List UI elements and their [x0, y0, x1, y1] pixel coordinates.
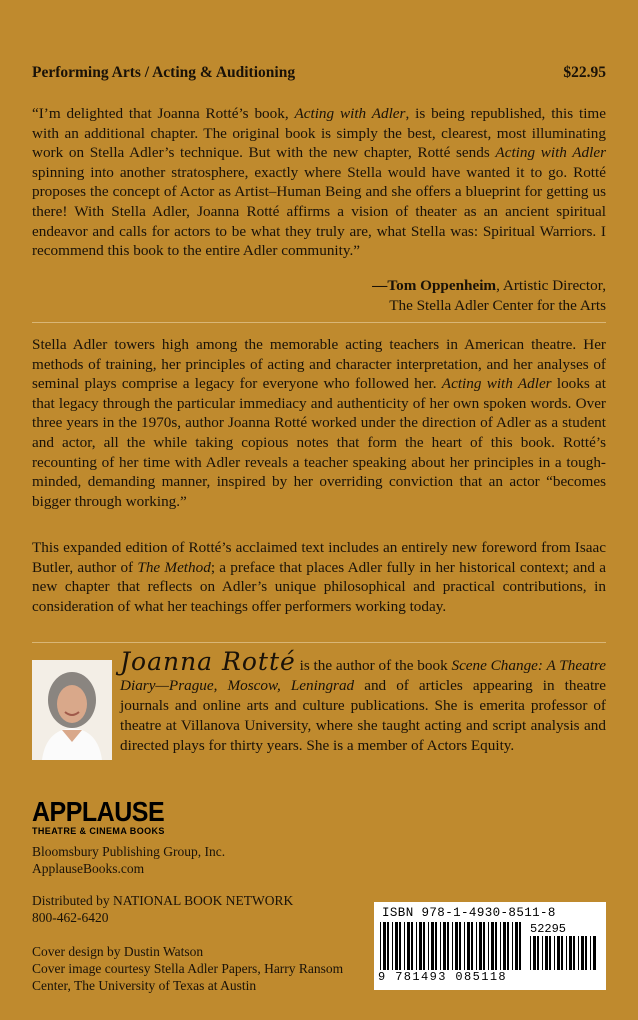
quote-book-title: Acting with Adler — [495, 144, 607, 162]
barcode-bar — [380, 922, 381, 970]
endorsement-attribution — [372, 276, 606, 315]
barcode-bar — [581, 936, 584, 970]
distributor-phone: 800-462-6420 — [32, 910, 109, 925]
barcode-digits: 9 781493 085118 — [378, 970, 508, 984]
barcode-bar — [530, 936, 531, 970]
barcode-bar — [440, 922, 441, 970]
description-text: This expanded edition of Rotté’s acclaimed text includes an entirely new foreword from Isaac Butler, author of — [32, 539, 606, 576]
distributor-info — [32, 892, 293, 926]
barcode-bar — [573, 936, 575, 970]
barcode-bar — [423, 922, 425, 970]
barcode-bar — [519, 922, 521, 970]
header-bar — [32, 64, 606, 82]
description-text: ; a preface that places Adler fully in her historical context; and a new chapter that reflects on Adler’s unique philosophical and practical contributions, in consideration of what her teachings offer performers working today. — [32, 558, 606, 615]
barcode-bar — [455, 922, 458, 970]
quote-book-title: Acting with Adler — [294, 105, 406, 122]
barcode-bar — [383, 922, 386, 970]
barcode-bar — [569, 936, 572, 970]
barcode-bar — [549, 936, 551, 970]
author-photo — [32, 660, 112, 760]
description-text: Stella Adler towers high among the memorable acting teachers in American theatre. Her methods of training, her principles of acting and character interpretation, and her analyses of seminal plays comprise a legacy for everyone who followed her. — [32, 336, 606, 393]
isbn-text: ISBN 978-1-4930-8511-8 — [382, 906, 556, 920]
author-bio — [120, 647, 606, 756]
barcode-bar — [404, 922, 405, 970]
barcode-bar — [407, 922, 410, 970]
barcode-bar — [533, 936, 536, 970]
book-title: The Method — [137, 558, 211, 576]
logo-sub: THEATRE & CINEMA BOOKS — [32, 826, 165, 836]
description-paragraph-2 — [32, 538, 606, 616]
divider — [32, 322, 606, 323]
barcode-bar — [488, 922, 489, 970]
barcode-bar — [464, 922, 465, 970]
barcode-bar — [479, 922, 482, 970]
publisher-website: ApplauseBooks.com — [32, 861, 145, 876]
barcode-bar — [491, 922, 494, 970]
barcode-bar — [428, 922, 429, 970]
publisher-group: Bloomsbury Publishing Group, Inc. — [32, 844, 226, 859]
barcode-bar — [483, 922, 485, 970]
barcode-bar — [590, 936, 591, 970]
barcode-bar — [431, 922, 434, 970]
category-label: Performing Arts / Acting & Auditioning — [32, 64, 296, 81]
barcode-bar — [399, 922, 401, 970]
book-title: Acting with Adler — [441, 375, 552, 393]
quote-text: spinning into another stratosphere, exactly where Stella would have wanted it to go. Rotté proposes the concept of Actor as Artist–Human Being and she offers a blueprint for getting us there! With Stella Adler, Joanna Rotté affirms a vision of theater as an ancient spiritual endeavor and calls for actors to be what they truly are, what Stella was: Spiritual Warriors. I recommend this book to the entire Adler community.” — [32, 163, 606, 260]
barcode-bar — [392, 922, 393, 970]
barcode-bar — [443, 922, 446, 970]
barcode-bar — [495, 922, 497, 970]
barcode-bar — [515, 922, 518, 970]
barcode-bar — [507, 922, 509, 970]
barcode-bar — [503, 922, 506, 970]
barcode-bar — [447, 922, 449, 970]
barcode-bar — [545, 936, 548, 970]
quote-text: “I’m delighted that Joanna Rotté’s book, — [32, 105, 295, 122]
cover-credits — [32, 943, 372, 994]
description-paragraph-1 — [32, 335, 606, 511]
bio-text: is the author of the book — [295, 657, 452, 674]
divider — [32, 642, 606, 643]
barcode-bar — [537, 936, 539, 970]
barcode-bar — [585, 936, 587, 970]
barcode-bar — [476, 922, 477, 970]
barcode-bar — [512, 922, 513, 970]
bio-text: and of articles appearing in theatre journals and online arts and culture publications. She is emerita professor of theatre at Villanova University, where she taught acting and script analysis and directed plays for thirty years. She is a member of Actors Equity. — [120, 677, 606, 754]
attribution-org: The Stella Adler Center for the Arts — [389, 296, 606, 314]
isbn-barcode — [374, 902, 606, 990]
publisher-logo — [32, 796, 165, 836]
barcode-bar — [561, 936, 563, 970]
barcode-bar — [416, 922, 417, 970]
barcode-bar — [557, 936, 560, 970]
barcode-bar — [500, 922, 501, 970]
author-name: Joanna Rotté — [120, 647, 296, 676]
barcode-bar — [578, 936, 579, 970]
quote-text: , is being republished, this time with an additional chapter. The original book is simply the best, clearest, most illuminating work on Stella Adler’s technique. But with the new chapter, Rotté sends — [32, 105, 606, 162]
barcode-bar — [419, 922, 422, 970]
price-code-text: 52295 — [530, 922, 567, 936]
endorsement-quote — [32, 104, 606, 261]
distributor: Distributed by NATIONAL BOOK NETWORK — [32, 893, 294, 908]
barcode-bar — [542, 936, 543, 970]
bio-book-title: Scene Change: A Theatre Diary—Prague, Moscow, Leningrad — [120, 657, 606, 694]
cover-design-credit: Cover design by Dustin Watson — [32, 944, 204, 959]
attribution-role: , Artistic Director, — [496, 277, 606, 294]
barcode-bar — [554, 936, 555, 970]
barcode-bar — [387, 922, 389, 970]
barcode-bar — [593, 936, 596, 970]
price-label: $22.95 — [563, 64, 606, 81]
barcode-bars — [378, 922, 526, 972]
logo-main: APPLAUSE — [32, 796, 165, 828]
barcode-bar — [411, 922, 413, 970]
description-text: looks at that legacy through the particular immediacy and authenticity of her own spoken words. Over three years in the 1970s, author Joanna Rotté worked under the direction of Adler as a student and actor, all the while taking copious notes that form the heart of this book. Rotté’s recounting of her time with Adler reveals a teacher speaking about her principles in a tough-minded, demanding manner, inspired by her overriding conviction that an actor “becomes bigger through working.” — [32, 375, 606, 510]
barcode-bar — [395, 922, 398, 970]
publisher-info — [32, 843, 225, 877]
barcode-bar — [566, 936, 567, 970]
barcode-bar — [452, 922, 453, 970]
barcode-bar — [435, 922, 437, 970]
cover-image-credit: Cover image courtesy Stella Adler Papers, Harry Ransom Center, The University of Texas at Austin — [32, 961, 344, 993]
attribution-name: —Tom Oppenheim — [372, 277, 497, 294]
barcode-bar — [459, 922, 461, 970]
barcode-bar — [471, 922, 473, 970]
barcode-bar — [467, 922, 470, 970]
